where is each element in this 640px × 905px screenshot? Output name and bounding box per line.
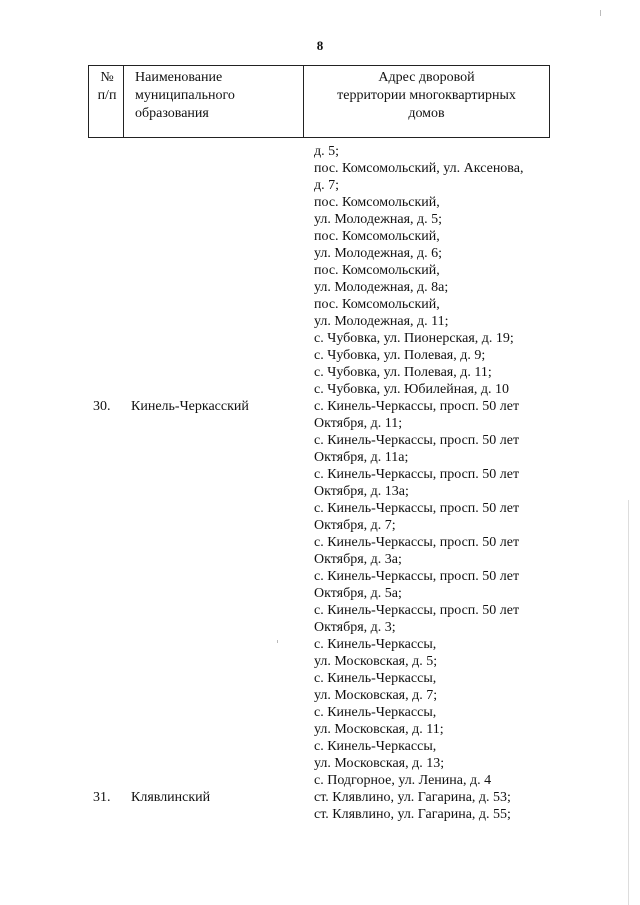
address-line: Октября, д. 5а; (314, 586, 402, 601)
address-line: с. Кинель-Черкассы, просп. 50 лет (314, 569, 520, 584)
scan-mark-middle (277, 640, 278, 643)
address-line: с. Кинель-Черкассы, (314, 705, 437, 720)
address-line: пос. Комсомольский, (314, 297, 440, 312)
table-row (0, 143, 640, 398)
header-number-cell (89, 66, 124, 137)
address-line: ст. Клявлино, ул. Гагарина, д. 53; (314, 790, 511, 805)
header-number-line: № (100, 70, 114, 85)
address-line: с. Кинель-Черкассы, просп. 50 лет (314, 467, 520, 482)
table-header (88, 65, 550, 138)
address-line: ул. Московская, д. 5; (314, 654, 438, 669)
table-row (0, 789, 640, 823)
address-line: ул. Молодежная, д. 5; (314, 212, 443, 227)
address-line: ул. Молодежная, д. 8а; (314, 280, 449, 295)
address-line: ул. Московская, д. 7; (314, 688, 438, 703)
address-line: с. Кинель-Черкассы, просп. 50 лет (314, 399, 520, 414)
address-line: с. Кинель-Черкассы, просп. 50 лет (314, 535, 520, 550)
header-address-line: домов (408, 106, 445, 121)
row-number: 31. (93, 790, 111, 805)
address-line: Октября, д. 11; (314, 416, 403, 431)
header-name-cell (124, 66, 304, 137)
address-line: пос. Комсомольский, (314, 229, 440, 244)
header-number-line: п/п (97, 88, 117, 103)
header-name-line: муниципального (135, 88, 235, 103)
address-line: с. Кинель-Черкассы, просп. 50 лет (314, 603, 520, 618)
address-line: Октября, д. 3; (314, 620, 396, 635)
address-line: с. Чубовка, ул. Полевая, д. 9; (314, 348, 486, 363)
address-line: ул. Молодежная, д. 11; (314, 314, 449, 329)
address-line: пос. Комсомольский, (314, 263, 440, 278)
address-line: ст. Клявлино, ул. Гагарина, д. 55; (314, 807, 511, 822)
address-line: д. 7; (314, 178, 340, 193)
scan-mark-right-edge (628, 500, 629, 905)
scan-mark-top-right (600, 10, 601, 16)
address-line: Октября, д. 3а; (314, 552, 402, 567)
header-address-cell (304, 66, 549, 137)
address-line: с. Чубовка, ул. Юбилейная, д. 10 (314, 382, 510, 397)
header-name-line: Наименование (135, 70, 223, 85)
header-address-line: Адрес дворовой (378, 70, 475, 85)
address-line: Октября, д. 11а; (314, 450, 409, 465)
municipality-name: Клявлинский (131, 790, 211, 805)
row-number: 30. (93, 399, 111, 414)
address-list (314, 789, 559, 823)
page-number: 8 (316, 38, 324, 53)
address-line: с. Кинель-Черкассы, (314, 671, 437, 686)
address-line: пос. Комсомольский, (314, 195, 440, 210)
address-line: с. Кинель-Черкассы, (314, 637, 437, 652)
address-line: Октября, д. 13а; (314, 484, 409, 499)
address-line: с. Кинель-Черкассы, (314, 739, 437, 754)
address-line: пос. Комсомольский, ул. Аксенова, (314, 161, 524, 176)
address-line: с. Кинель-Черкассы, просп. 50 лет (314, 433, 520, 448)
address-line: с. Чубовка, ул. Пионерская, д. 19; (314, 331, 514, 346)
table-row (0, 398, 640, 789)
municipality-name: Кинель-Черкасский (131, 399, 249, 414)
address-line: с. Чубовка, ул. Полевая, д. 11; (314, 365, 492, 380)
address-list (314, 398, 559, 789)
address-line: Октября, д. 7; (314, 518, 396, 533)
address-line: ул. Московская, д. 11; (314, 722, 444, 737)
table-body (0, 143, 640, 823)
address-line: ул. Молодежная, д. 6; (314, 246, 443, 261)
address-line: ул. Московская, д. 13; (314, 756, 445, 771)
address-line: д. 5; (314, 144, 340, 159)
address-list (314, 143, 559, 398)
header-name-line: образования (135, 106, 209, 121)
address-line: с. Кинель-Черкассы, просп. 50 лет (314, 501, 520, 516)
header-address-line: территории многоквартирных (337, 88, 516, 103)
address-line: с. Подгорное, ул. Ленина, д. 4 (314, 773, 492, 788)
